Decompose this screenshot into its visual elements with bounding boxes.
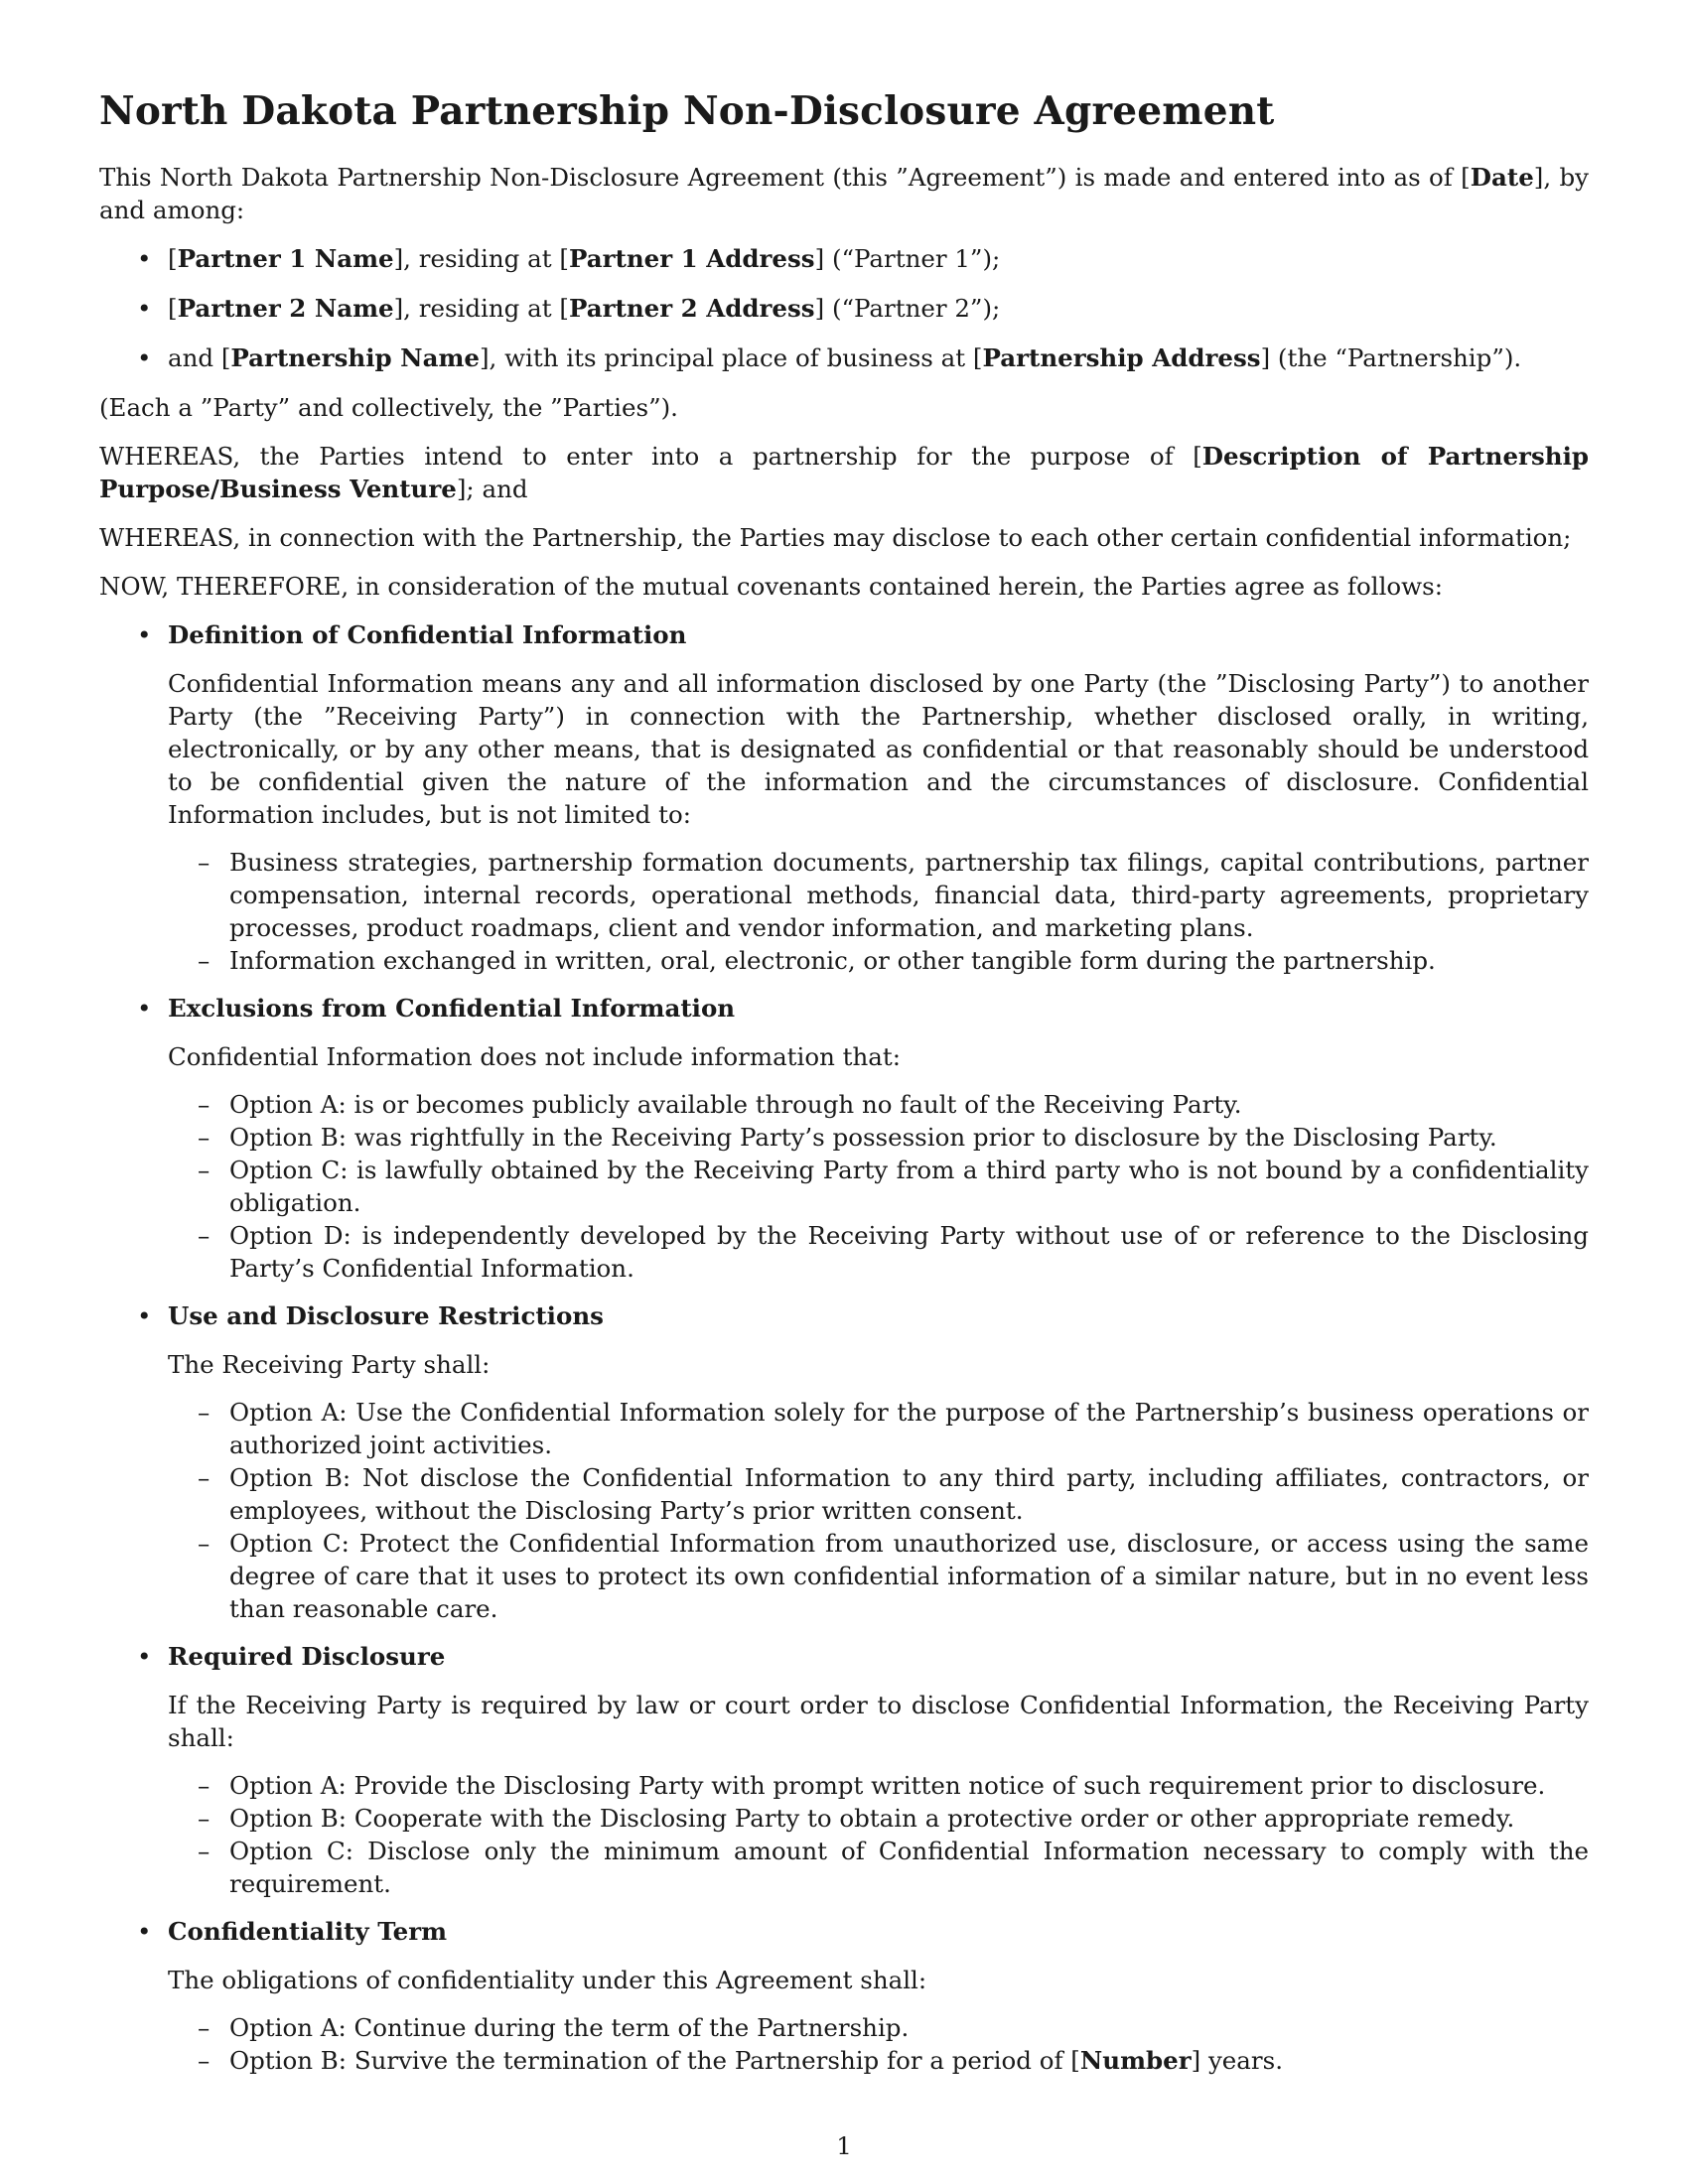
section-items (168, 2011, 1589, 2077)
whereas-purpose: WHEREAS, the Parties intend to enter into a partnership for the purpose of [Description of Partnership Purpose/Business Venture]; and (99, 442, 1590, 503)
dash-icon: – (198, 1090, 211, 1119)
section-intro: The obligations of confidentiality under this Agreement shall: (168, 1966, 927, 1994)
partner-1-address-placeholder: Partner 1 Address (568, 244, 815, 273)
bullet-icon: • (137, 994, 152, 1023)
list-item: – Option C: Protect the Confidential Information from unauthorized use, disclosure, or access using the same degree of care that it uses to protect its own confidential information of a similar nature, but in no event less than reasonable care. (198, 1529, 1589, 1623)
list-item: – Option A: Use the Confidential Information solely for the purpose of the Partnership’s business operations or authorized joint activities. (198, 1398, 1589, 1459)
section-items (168, 1088, 1589, 1285)
intro-paragraph: This North Dakota Partnership Non-Disclosure Agreement (this ”Agreement”) is made and entered into as of [Date], by and among: (99, 163, 1589, 224)
section-definition (99, 618, 1589, 977)
section-items (168, 1769, 1589, 1900)
bullet-icon: • (137, 1642, 152, 1671)
section-title: Confidentiality Term (168, 1917, 448, 1946)
partnership-name-placeholder: Partnership Name (230, 343, 480, 372)
document-title: North Dakota Partnership Non-Disclosure Agreement (99, 88, 1275, 134)
section-exclusions (99, 992, 1589, 1285)
dash-icon: – (198, 1398, 211, 1427)
section-items (168, 846, 1589, 977)
bullet-icon: • (137, 620, 152, 649)
party-item-partner-2: • [Partner 2 Name], residing at [Partner 2 Address] (“Partner 2”); (99, 292, 1589, 325)
list-item: – Option C: Disclose only the minimum amount of Confidential Information necessary to comply with the requirement. (198, 1837, 1589, 1898)
now-therefore-clause: NOW, THEREFORE, in consideration of the mutual covenants contained herein, the Parties agree as follows: (99, 572, 1443, 601)
whereas-disclosure: WHEREAS, in connection with the Partnership, the Parties may disclose to each other certain confidential information; (99, 523, 1572, 552)
agreement-sections (99, 618, 1589, 2077)
date-placeholder: Date (1470, 163, 1534, 192)
section-intro: Confidential Information means any and all information disclosed by one Party (the ”Disclosing Party”) to another Party (the ”Receiving Party”) in connection with the Partnership, whether disclosed orally, in writing, electronically, or by any other means, that is designated as confidential or that reasonably should be understood to be confidential given the nature of the information and the circumstances of disclosure. Confidential Information includes, but is not limited to: (168, 669, 1589, 829)
dash-icon: – (198, 1463, 211, 1492)
dash-icon: – (198, 2013, 211, 2042)
dash-icon: – (198, 946, 211, 975)
list-item: – Option C: is lawfully obtained by the Receiving Party from a third party who is not bound by a confidentiality obligation. (198, 1156, 1589, 1217)
bullet-icon: • (137, 1301, 152, 1330)
dash-icon: – (198, 1221, 211, 1250)
section-confidentiality-term (99, 1915, 1589, 2077)
list-item: – Option B: Not disclose the Confidential Information to any third party, including affiliates, contractors, or employees, without the Disclosing Party’s prior written consent. (198, 1463, 1589, 1525)
list-item: – Option D: is independently developed by the Receiving Party without use of or reference to the Disclosing Party’s Confidential Information. (198, 1221, 1589, 1283)
dash-icon: – (198, 1156, 211, 1184)
bullet-icon: • (137, 1917, 152, 1946)
section-items (168, 1396, 1589, 1625)
list-item: – Option A: Provide the Disclosing Party with prompt written notice of such requirement prior to disclosure. (198, 1771, 1546, 1800)
list-item: – Option B: Survive the termination of the Partnership for a period of [Number] years. (198, 2046, 1283, 2075)
document-page (99, 87, 1589, 2092)
list-item: – Information exchanged in written, oral, electronic, or other tangible form during the partnership. (198, 946, 1436, 975)
collective-definition: (Each a ”Party” and collectively, the ”Parties”). (99, 393, 678, 422)
dash-icon: – (198, 2046, 211, 2075)
list-item: – Business strategies, partnership formation documents, partnership tax filings, capital contributions, partner compensation, internal records, operational methods, financial data, third-party agreements, proprietary processes, product roadmaps, client and vendor information, and marketing plans. (198, 848, 1589, 942)
dash-icon: – (198, 1837, 211, 1865)
partner-2-address-placeholder: Partner 2 Address (568, 294, 815, 323)
section-required-disclosure (99, 1640, 1589, 1900)
section-title: Required Disclosure (168, 1642, 446, 1671)
section-intro: Confidential Information does not include information that: (168, 1042, 902, 1071)
section-title: Exclusions from Confidential Information (168, 994, 736, 1023)
party-item-partnership: • and [Partnership Name], with its principal place of business at [Partnership Address] (the “Partnership”). (99, 341, 1589, 374)
list-item: – Option A: Continue during the term of the Partnership. (198, 2013, 910, 2042)
page-number: 1 (836, 2131, 852, 2160)
dash-icon: – (198, 1123, 211, 1152)
list-item: – Option B: Cooperate with the Disclosing Party to obtain a protective order or other appropriate remedy. (198, 1804, 1515, 1833)
partner-2-name-placeholder: Partner 2 Name (177, 294, 394, 323)
partner-1-name-placeholder: Partner 1 Name (177, 244, 394, 273)
section-use-restrictions (99, 1299, 1589, 1625)
dash-icon: – (198, 1529, 211, 1558)
list-item: – Option B: was rightfully in the Receiving Party’s possession prior to disclosure by the Disclosing Party. (198, 1123, 1497, 1152)
partnership-address-placeholder: Partnership Address (982, 343, 1261, 372)
section-intro: If the Receiving Party is required by law or court order to disclose Confidential Information, the Receiving Party shall: (168, 1691, 1589, 1752)
parties-list (99, 242, 1589, 374)
dash-icon: – (198, 848, 211, 877)
section-title: Definition of Confidential Information (168, 620, 687, 649)
dash-icon: – (198, 1771, 211, 1800)
list-item: – Option A: is or becomes publicly available through no fault of the Receiving Party. (198, 1090, 1242, 1119)
section-intro: The Receiving Party shall: (168, 1350, 491, 1379)
party-item-partner-1: • [Partner 1 Name], residing at [Partner 1 Address] (“Partner 1”); (99, 242, 1589, 275)
section-title: Use and Disclosure Restrictions (168, 1301, 604, 1330)
purpose-placeholder: Description of Partnership Purpose/Business Venture (99, 442, 1590, 503)
number-placeholder: Number (1079, 2046, 1192, 2075)
dash-icon: – (198, 1804, 211, 1833)
